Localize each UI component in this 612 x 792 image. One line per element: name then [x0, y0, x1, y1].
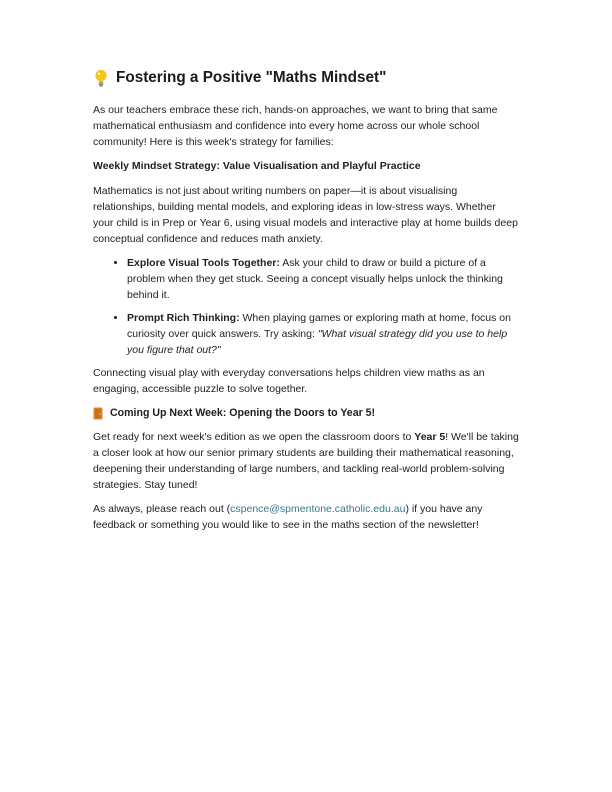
- contact-text-end: ) if you have any feedback or something you would like to see in the maths section of the newsletter!: [93, 503, 483, 531]
- door-icon: [93, 407, 103, 420]
- strategy-list: [93, 255, 519, 358]
- bullet-text: When playing games or exploring math at home, focus on curiosity over quick answers. Try asking:: [127, 312, 511, 340]
- next-week-paragraph: [93, 429, 519, 493]
- intro-paragraph: As our teachers embrace these rich, hands-on approaches, we want to bring that same mathematical enthusiasm and confidence into every home across our whole school community! Here is this week's strategy for families:: [93, 104, 498, 148]
- next-week-text-end: ! We'll be taking a closer look at how our senior primary students are building their mathematical reasoning, deepening their understanding of large numbers, and tackling real-world problem-solving strategies. Stay tuned!: [93, 431, 519, 491]
- list-item: [127, 255, 519, 303]
- lightbulb-icon: [93, 69, 109, 87]
- next-week-text: Get ready for next week's edition as we open the classroom doors to: [93, 431, 415, 443]
- bullet-quote: "What visual strategy did you use to help you figure that out?": [127, 328, 508, 356]
- section-title: [93, 68, 519, 88]
- bullet-label: Prompt Rich Thinking:: [127, 312, 240, 324]
- bullet-label: Explore Visual Tools Together:: [127, 257, 280, 269]
- email-link[interactable]: cspence@spmentone.catholic.edu.au: [230, 503, 406, 515]
- next-week-heading-text: Coming Up Next Week: Opening the Doors to Year 5!: [110, 407, 376, 419]
- maths-section: [93, 68, 519, 541]
- bullet-text: Ask your child to draw or build a picture of a problem when they get stuck. Seeing a concept visually helps unlock the thinking behind it.: [127, 257, 503, 301]
- contact-text: As always, please reach out (: [93, 503, 231, 515]
- contact-paragraph: [93, 501, 519, 533]
- closing-paragraph: Connecting visual play with everyday conversations helps children view maths as an engaging, accessible puzzle to solve together.: [93, 367, 485, 395]
- year-5-label: Year 5: [414, 431, 446, 443]
- list-item: [127, 310, 519, 358]
- strategy-heading: Weekly Mindset Strategy: Value Visualisation and Playful Practice: [93, 160, 421, 172]
- next-week-heading: [93, 405, 519, 421]
- strategy-paragraph: Mathematics is not just about writing numbers on paper—it is about visualising relationships, building mental models, and exploring ideas in low-stress ways. Whether your child is in Prep or Year 6, using visual models and interactive play at home builds deep conceptual confidence and reduces math anxiety.: [93, 185, 518, 245]
- section-title-text: Fostering a Positive "Maths Mindset": [116, 69, 387, 86]
